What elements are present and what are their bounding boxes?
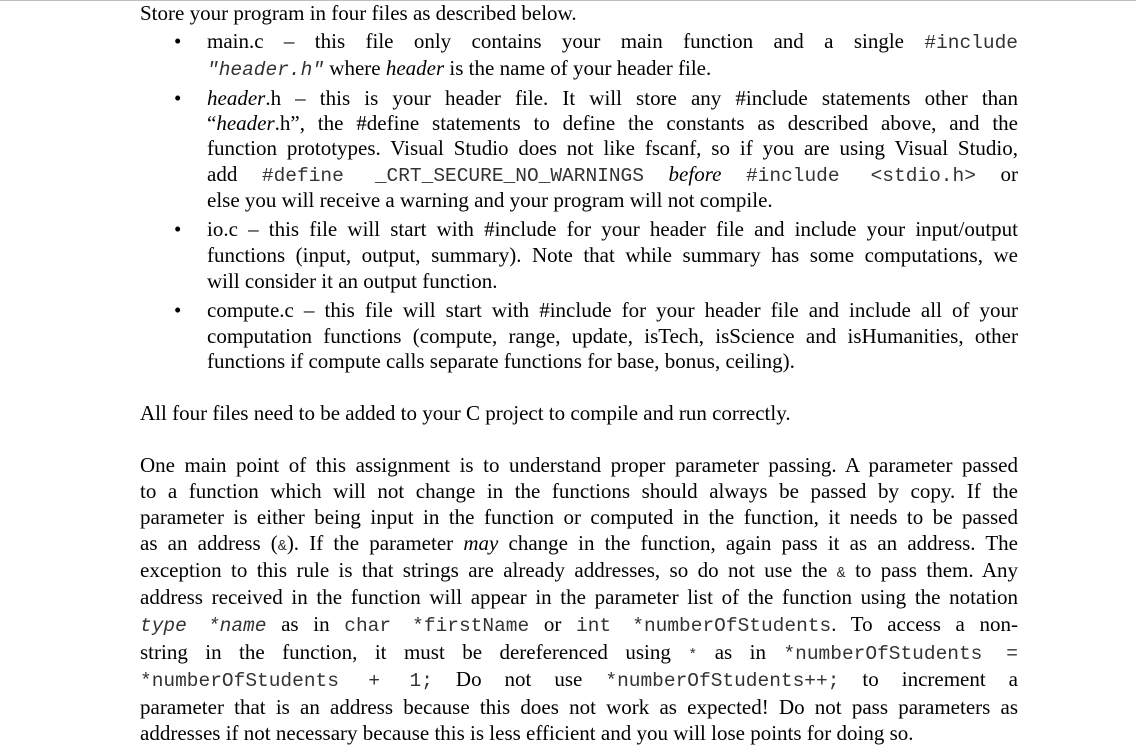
italic-run: may [463, 531, 499, 555]
text-run: change in the function, again pass it as an address. The [498, 531, 1018, 555]
text-run: where [324, 56, 386, 80]
text-run: Do not use [432, 667, 606, 691]
code-run: char *firstName [344, 615, 530, 637]
text-run: or [529, 612, 577, 636]
text-run: as in [266, 612, 345, 636]
bullet-compute-line-2: computation functions (compute, range, update, isTech, isScience and isHumanities, other [207, 324, 1018, 348]
paragraph-params-line-6: address received in the function will appear in the parameter list of the function using the notation [140, 585, 1018, 609]
code-run: "header.h" [207, 59, 325, 81]
bullet-header-line-3: function prototypes. Visual Studio does not like fscanf, so if you are using Visual Studio, [207, 136, 1018, 160]
italic-run: header [385, 56, 445, 80]
bullet-main-line-2 [207, 55, 1018, 83]
text-run: is the name of your header file. [444, 56, 712, 80]
paragraph-files: All four files need to be added to your C project to compile and run correctly. [140, 401, 791, 425]
bullet-dot: • [174, 86, 182, 110]
bullet-main-line-1 [207, 28, 1018, 56]
italic-run: header [216, 111, 275, 135]
text-run: ). If the parameter [286, 531, 464, 555]
code-run: #include [924, 32, 1018, 54]
bullet-header-line-2 [207, 110, 1018, 136]
bullet-compute-line-3: functions if compute calls separate functions for base, bonus, ceiling). [207, 349, 795, 373]
code-run: int *numberOfStudents [576, 615, 832, 637]
bullet-header-line-1 [207, 85, 1018, 111]
text-run: . To access a non- [831, 612, 1019, 636]
code-run: #define _CRT_SECURE_NO_WARNINGS [261, 165, 644, 187]
bullet-io-line-3: will consider it an output function. [207, 269, 498, 293]
code-run: & [836, 565, 846, 582]
code-run: *numberOfStudents + 1; [140, 670, 433, 692]
paragraph-params-line-4 [140, 530, 1018, 560]
paragraph-params-line-10: parameter that is an address because this does not work as expected! Do not pass parameters as [140, 695, 1018, 719]
bullet-io-line-1: io.c – this file will start with #include for your header file and include your input/output [207, 217, 1018, 241]
italic-run: before [643, 162, 746, 186]
bullet-dot: • [174, 29, 182, 53]
text-run: or [975, 162, 1018, 186]
text-run: as in [697, 640, 784, 664]
intro-line: Store your program in four files as described below. [140, 1, 577, 25]
text-run: “ [207, 111, 217, 135]
text-run: exception to this rule is that strings are already addresses, so do not use the [140, 558, 837, 582]
paragraph-params-line-7 [140, 611, 1018, 639]
paragraph-params-line-2: to a function which will not change in the functions should always be passed by copy. If the [140, 479, 1018, 503]
bullet-io-line-2: functions (input, output, summary). Note that while summary has some computations, we [207, 243, 1018, 267]
text-run: main.c – this file only contains your main function and a single [207, 29, 925, 53]
text-run: as an address ( [140, 531, 278, 555]
text-run: .h”, the #define statements to define the constants as described above, and the [274, 111, 1018, 135]
bullet-header-line-4 [207, 161, 1018, 189]
text-run: .h – this is your header file. It will store any #include statements other than [265, 86, 1018, 110]
code-run: #include <stdio.h> [745, 165, 976, 187]
bullet-dot: • [174, 217, 182, 241]
bullet-compute-line-1: compute.c – this file will start with #include for your header file and include all of your [207, 298, 1018, 322]
code-run: type *name [140, 615, 267, 637]
code-run: & [277, 538, 287, 555]
text-run: to pass them. Any [845, 558, 1019, 582]
paragraph-params-line-11: addresses if not necessary because this is less efficient and you will lose points for doing so. [140, 721, 914, 745]
text-run: add [207, 162, 262, 186]
paragraph-params-line-3: parameter is either being input in the function or computed in the function, it needs to be passed [140, 505, 1018, 529]
code-run: * [688, 647, 698, 664]
code-run: *numberOfStudents++; [605, 670, 840, 692]
text-run: string in the function, it must be dereferenced using [140, 640, 689, 664]
text-run: to increment a [839, 667, 1018, 691]
bullet-header-line-5: else you will receive a warning and your program will not compile. [207, 188, 773, 212]
code-run: *numberOfStudents = [783, 643, 1018, 665]
bullet-dot: • [174, 298, 182, 322]
paragraph-params-line-9 [140, 666, 1018, 694]
paragraph-params-line-5 [140, 557, 1018, 587]
italic-run: header [207, 86, 266, 110]
paragraph-params-line-1: One main point of this assignment is to understand proper parameter passing. A parameter passed [140, 453, 1018, 477]
paragraph-params-line-8 [140, 639, 1018, 669]
